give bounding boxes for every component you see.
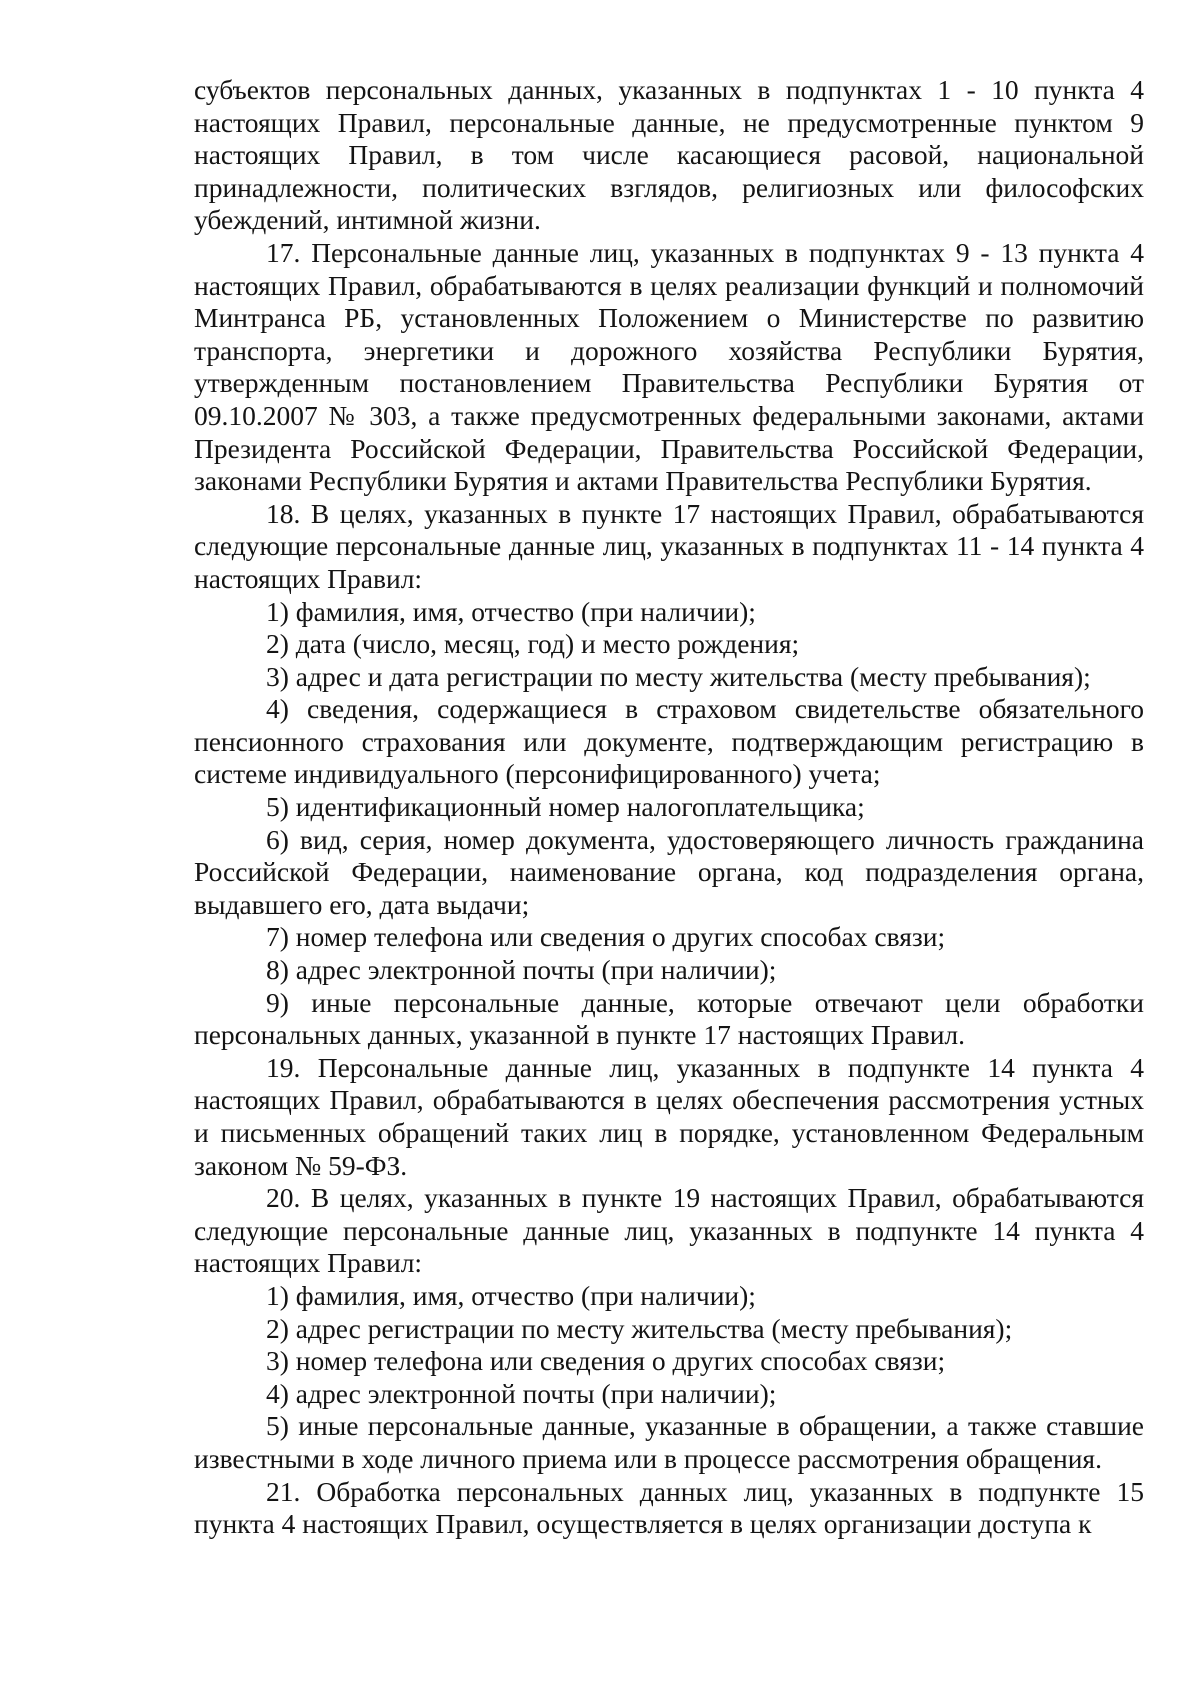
list-item-20-1: 1) фамилия, имя, отчество (при наличии); <box>266 1279 756 1311</box>
list-item-18-8: 8) адрес электронной почты (при наличии); <box>266 954 777 986</box>
paragraph-21: 21. Обработка персональных данных лиц, указанных в подпункте 15 пункта 4 настоящих Правил, осуществляется в целях организации доступа к <box>194 1475 1144 1540</box>
paragraph-20: 20. В целях, указанных в пункте 19 настоящих Правил, обрабатываются следующие персональные данные лиц, указанных в подпункте 14 пункта 4 настоящих Правил: <box>194 1182 1144 1279</box>
list-item-18-1: 1) фамилия, имя, отчество (при наличии); <box>266 595 756 627</box>
paragraph-17: 17. Персональные данные лиц, указанных в подпунктах 9 - 13 пункта 4 настоящих Правил, обрабатываются в целях реализации функций и полномочий Минтранса РБ, установленных Положением о Министерстве по развитию транспорта, энергетики и дорожного хозяйства Республики Бурятия, утвержденным постановлением Правительства Республики Бурятия от 09.10.2007 № 303, а также предусмотренных федеральными законами, актами Президента Российской Федерации, Правительства Российской Федерации, законами Республики Бурятия и актами Правительства Республики Бурятия. <box>194 236 1144 497</box>
list-item-20-4: 4) адрес электронной почты (при наличии); <box>266 1377 777 1409</box>
list-item-18-6: 6) вид, серия, номер документа, удостоверяющего личность гражданина Российской Федерации, наименование органа, код подразделения органа, выдавшего его, дата выдачи; <box>194 823 1144 920</box>
list-item-18-7: 7) номер телефона или сведения о других способах связи; <box>266 921 946 953</box>
list-item-18-3: 3) адрес и дата регистрации по месту жительства (месту пребывания); <box>266 660 1091 692</box>
paragraph-intro: субъектов персональных данных, указанных в подпунктах 1 - 10 пункта 4 настоящих Правил, персональные данные, не предусмотренные пунктом 9 настоящих Правил, в том числе касающиеся расовой, национальной принадлежности, политических взглядов, религиозных или философских убеждений, интимной жизни. <box>194 74 1144 236</box>
list-item-18-4: 4) сведения, содержащиеся в страховом свидетельстве обязательного пенсионного страхования или документе, подтверждающим регистрацию в системе индивидуального (персонифицированного) учета; <box>194 693 1144 790</box>
paragraph-18: 18. В целях, указанных в пункте 17 настоящих Правил, обрабатываются следующие персональные данные лиц, указанных в подпунктах 11 - 14 пункта 4 настоящих Правил: <box>194 497 1144 594</box>
list-item-20-3: 3) номер телефона или сведения о других способах связи; <box>266 1345 946 1377</box>
list-item-18-5: 5) идентификационный номер налогоплательщика; <box>266 791 865 823</box>
list-item-20-2: 2) адрес регистрации по месту жительства (месту пребывания); <box>266 1312 1013 1344</box>
document-page <box>194 74 1144 1541</box>
list-item-18-2: 2) дата (число, месяц, год) и место рождения; <box>266 628 800 660</box>
list-item-18-9: 9) иные персональные данные, которые отвечают цели обработки персональных данных, указанной в пункте 17 настоящих Правил. <box>194 986 1144 1051</box>
list-item-20-5: 5) иные персональные данные, указанные в обращении, а также ставшие известными в ходе личного приема или в процессе рассмотрения обращения. <box>194 1410 1144 1474</box>
paragraph-19: 19. Персональные данные лиц, указанных в подпункте 14 пункта 4 настоящих Правил, обрабатываются в целях обеспечения рассмотрения устных и письменных обращений таких лиц в порядке, установленном Федеральным законом № 59-ФЗ. <box>194 1051 1144 1181</box>
